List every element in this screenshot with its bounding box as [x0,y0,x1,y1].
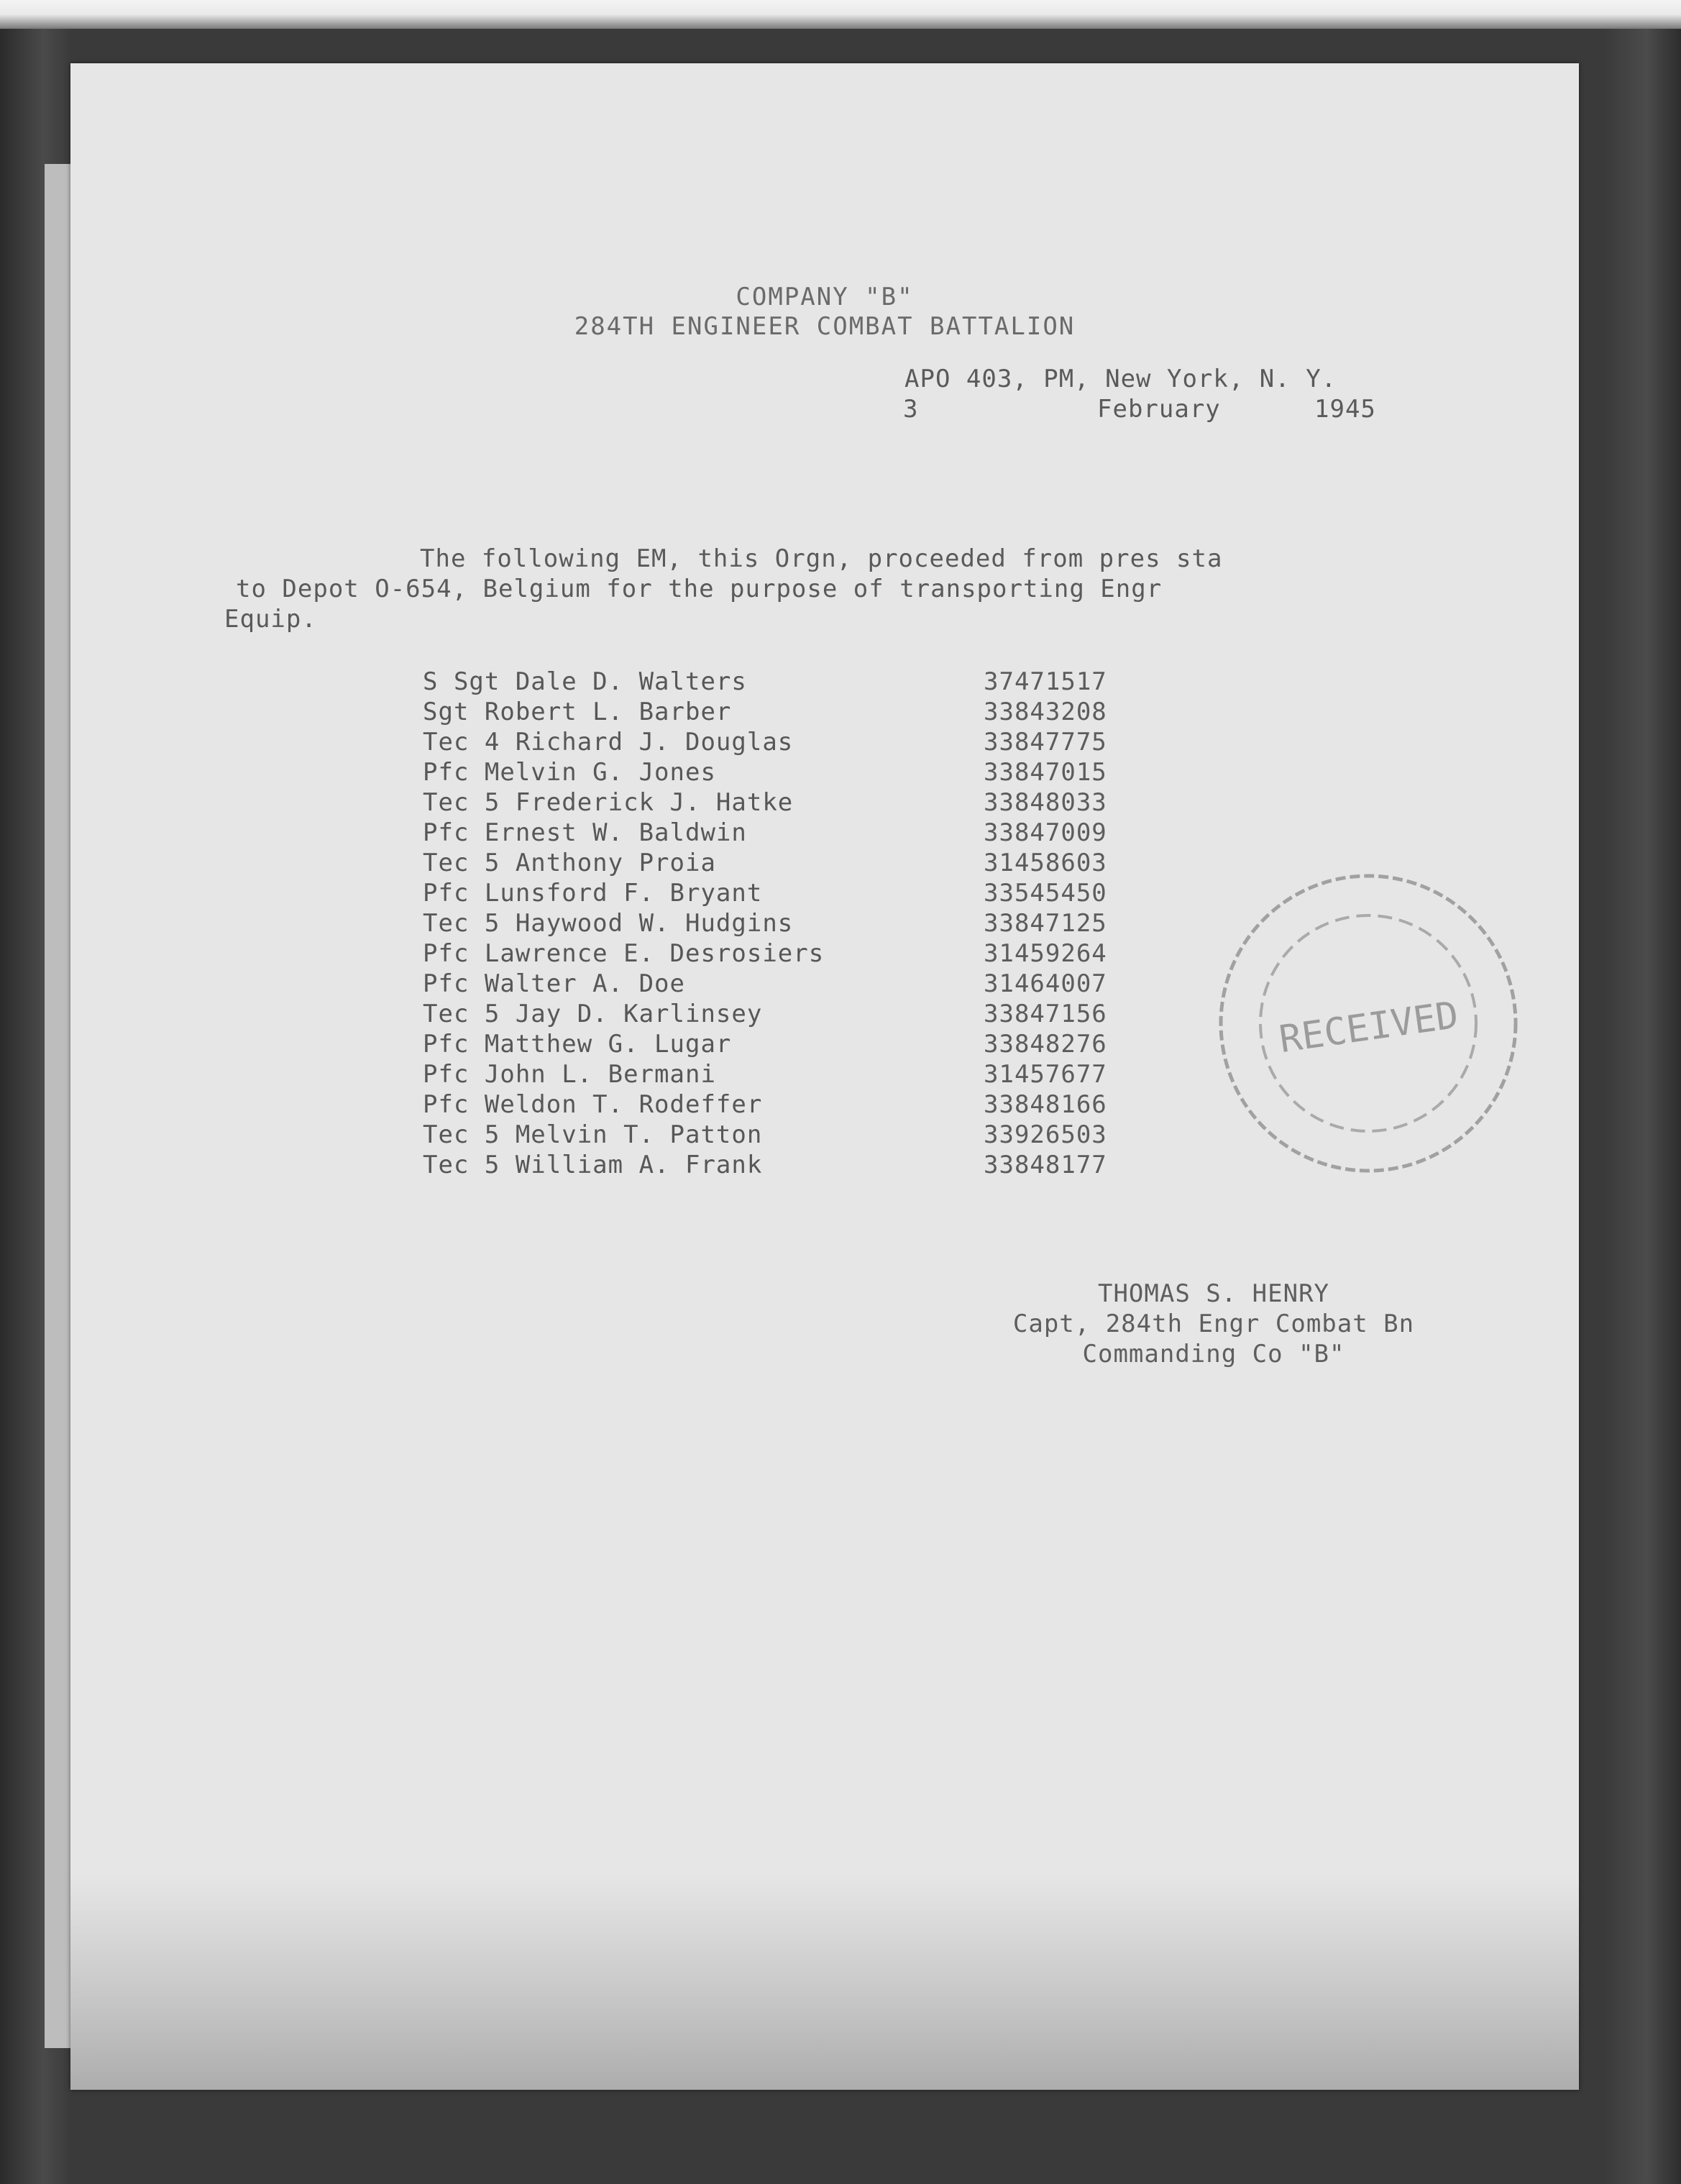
roster-name: Pfc John L. Bermani [423,1060,716,1089]
roster-serial: 33848276 [984,1030,1107,1059]
date-year: 1945 [1314,395,1376,424]
stamp-text: RECEIVED [1276,993,1462,1062]
scan-shading [70,1874,1579,2090]
roster-name: Pfc Melvin G. Jones [423,758,716,787]
signer-name: THOMAS S. HENRY [1097,1279,1330,1308]
battalion-heading: 284TH ENGINEER COMBAT BATTALION [574,312,1076,341]
roster-row [423,1000,1286,1030]
roster-name: Tec 5 Anthony Proia [423,849,716,877]
roster-row [423,698,1286,728]
date-day: 3 [903,395,919,424]
roster-row [423,1060,1286,1090]
roster-name: S Sgt Dale D. Walters [423,667,747,696]
roster-serial: 31459264 [984,939,1107,968]
roster-row [423,909,1286,939]
roster-name: Pfc Weldon T. Rodeffer [423,1090,763,1119]
signer-role: Commanding Co "B" [1082,1340,1345,1369]
roster-row [423,969,1286,1000]
roster-name: Pfc Ernest W. Baldwin [423,818,747,847]
roster-serial: 33847125 [984,909,1107,938]
body-line-2: to Depot O-654, Belgium for the purpose of transporting Engr [236,575,1163,603]
roster-serial: 33847156 [984,1000,1107,1028]
roster-row [423,1120,1286,1151]
roster-row [423,849,1286,879]
roster-row [423,1151,1286,1181]
roster-row [423,879,1286,909]
personnel-roster [423,667,1286,1181]
roster-serial: 31457677 [984,1060,1107,1089]
roster-row [423,758,1286,788]
roster-name: Tec 5 Jay D. Karlinsey [423,1000,763,1028]
body-line-3: Equip. [224,605,317,634]
location-line: APO 403, PM, New York, N. Y. [904,365,1337,393]
roster-row [423,939,1286,969]
roster-serial: 33926503 [984,1120,1107,1149]
roster-name: Sgt Robert L. Barber [423,698,732,726]
roster-name: Tec 5 Frederick J. Hatke [423,788,794,817]
roster-serial: 33848177 [984,1151,1107,1179]
roster-serial: 37471517 [984,667,1107,696]
roster-row [423,1090,1286,1120]
document-page [70,63,1579,2090]
body-line-1: The following EM, this Orgn, proceeded from pres sta [420,544,1223,573]
roster-serial: 33545450 [984,879,1107,908]
roster-serial: 31464007 [984,969,1107,998]
roster-serial: 33847015 [984,758,1107,787]
roster-name: Tec 5 Haywood W. Hudgins [423,909,794,938]
roster-serial: 33843208 [984,698,1107,726]
received-stamp [1214,869,1523,1178]
roster-row [423,788,1286,818]
signature-block [962,1279,1465,1369]
roster-name: Pfc Lunsford F. Bryant [423,879,763,908]
roster-name: Pfc Matthew G. Lugar [423,1030,732,1059]
roster-serial: 33848166 [984,1090,1107,1119]
roster-serial: 33848033 [984,788,1107,817]
roster-row [423,728,1286,758]
roster-name: Tec 5 Melvin T. Patton [423,1120,763,1149]
roster-serial: 33847775 [984,728,1107,757]
signer-title: Capt, 284th Engr Combat Bn [1012,1310,1415,1338]
roster-name: Tec 5 William A. Frank [423,1151,763,1179]
roster-serial: 33847009 [984,818,1107,847]
company-heading: COMPANY "B" [736,283,914,311]
scan-top-edge [0,0,1681,29]
roster-row [423,818,1286,849]
roster-name: Pfc Walter A. Doe [423,969,685,998]
roster-row [423,1030,1286,1060]
date-month: February [1097,395,1221,424]
roster-row [423,667,1286,698]
roster-name: Pfc Lawrence E. Desrosiers [423,939,825,968]
roster-name: Tec 4 Richard J. Douglas [423,728,794,757]
roster-serial: 31458603 [984,849,1107,877]
